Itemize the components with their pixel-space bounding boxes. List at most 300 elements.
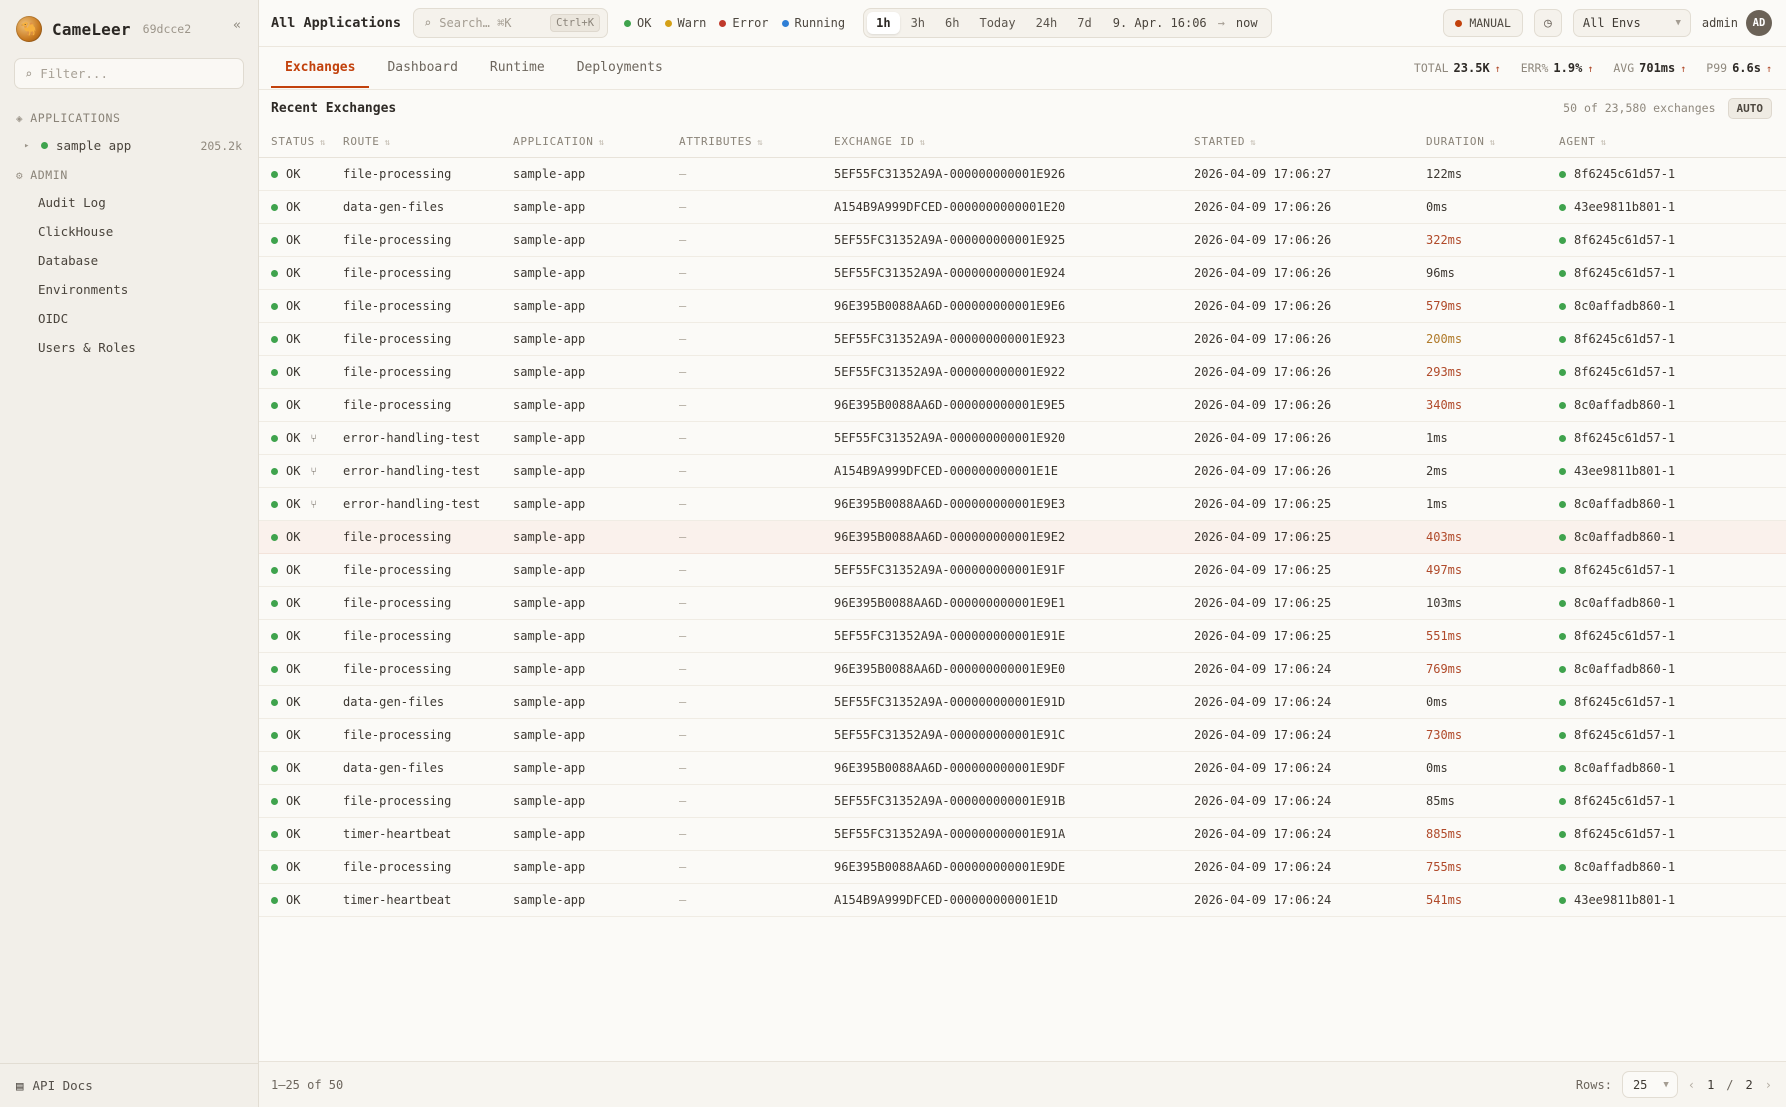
cell-exchange-id: 5EF55FC31352A9A-000000000001E91A bbox=[834, 818, 1194, 851]
cell-started: 2026-04-09 17:06:24 bbox=[1194, 851, 1426, 884]
cell-started: 2026-04-09 17:06:26 bbox=[1194, 257, 1426, 290]
column-label: ROUTE bbox=[343, 135, 380, 148]
cell-application: sample-app bbox=[513, 257, 679, 290]
cell-started: 2026-04-09 17:06:24 bbox=[1194, 884, 1426, 917]
cell-route: file-processing bbox=[343, 224, 513, 257]
cell-status: OK bbox=[259, 191, 343, 224]
table-row[interactable] bbox=[259, 290, 1786, 323]
env-select-value: All Envs bbox=[1582, 16, 1641, 30]
cell-started: 2026-04-09 17:06:24 bbox=[1194, 686, 1426, 719]
cell-duration: 0ms bbox=[1426, 752, 1559, 785]
cell-route: error-handling-test bbox=[343, 422, 513, 455]
tab-dashboard[interactable]: Dashboard bbox=[387, 60, 458, 75]
exchange-count: 50 of 23,580 exchanges bbox=[1563, 101, 1716, 115]
cell-attributes: — bbox=[679, 158, 834, 191]
cell-started: 2026-04-09 17:06:26 bbox=[1194, 422, 1426, 455]
cell-agent: 8f6245c61d57-1 bbox=[1559, 620, 1786, 653]
sidebar-item-label: sample app bbox=[56, 138, 132, 153]
table-row[interactable] bbox=[259, 752, 1786, 785]
cell-application: sample-app bbox=[513, 653, 679, 686]
cell-agent: 43ee9811b801-1 bbox=[1559, 191, 1786, 224]
cell-status: OK bbox=[259, 323, 343, 356]
cell-agent: 8f6245c61d57-1 bbox=[1559, 686, 1786, 719]
cell-started: 2026-04-09 17:06:27 bbox=[1194, 158, 1426, 191]
cell-route: file-processing bbox=[343, 620, 513, 653]
column-header-agent[interactable] bbox=[1559, 126, 1786, 158]
cell-route: error-handling-test bbox=[343, 488, 513, 521]
cell-status: OK bbox=[259, 389, 343, 422]
metric-label: P99 bbox=[1706, 61, 1728, 75]
cell-agent: 8f6245c61d57-1 bbox=[1559, 554, 1786, 587]
cell-route: file-processing bbox=[343, 785, 513, 818]
avatar: AD bbox=[1746, 10, 1772, 36]
chevron-down-icon: ▼ bbox=[1675, 18, 1681, 28]
sort-icon: ⇅ bbox=[757, 138, 764, 148]
metric-label: TOTAL bbox=[1413, 61, 1449, 75]
cell-agent: 43ee9811b801-1 bbox=[1559, 455, 1786, 488]
column-label: ATTRIBUTES bbox=[679, 135, 753, 148]
cell-exchange-id: 5EF55FC31352A9A-000000000001E925 bbox=[834, 224, 1194, 257]
column-header-started[interactable] bbox=[1194, 126, 1426, 158]
exchanges-table[interactable] bbox=[259, 126, 1786, 1061]
sidebar-filter bbox=[0, 56, 258, 103]
chevron-right-icon: ▸ bbox=[24, 140, 30, 151]
cell-duration: 340ms bbox=[1426, 389, 1559, 422]
cell-duration: 322ms bbox=[1426, 224, 1559, 257]
cell-route: file-processing bbox=[343, 554, 513, 587]
cell-attributes: — bbox=[679, 884, 834, 917]
status-dot bbox=[624, 20, 631, 27]
cell-status: OK ⑂ bbox=[259, 422, 343, 455]
table-row[interactable] bbox=[259, 686, 1786, 719]
metric-label: ERR% bbox=[1520, 61, 1549, 75]
cell-attributes: — bbox=[679, 224, 834, 257]
cell-exchange-id: 96E395B0088AA6D-000000000001E9DE bbox=[834, 851, 1194, 884]
column-label: STATUS bbox=[271, 135, 315, 148]
gear-icon: ⚙ bbox=[16, 168, 24, 182]
rows-per-page-value: 25 bbox=[1632, 1077, 1648, 1092]
cell-agent: 8f6245c61d57-1 bbox=[1559, 257, 1786, 290]
table-row[interactable] bbox=[259, 554, 1786, 587]
cell-duration: 885ms bbox=[1426, 818, 1559, 851]
cell-duration: 579ms bbox=[1426, 290, 1559, 323]
auto-refresh-badge[interactable]: AUTO bbox=[1728, 98, 1773, 119]
cell-attributes: — bbox=[679, 851, 834, 884]
table-row[interactable] bbox=[259, 488, 1786, 521]
sidebar-item-sample-app[interactable] bbox=[0, 131, 258, 160]
cell-exchange-id: 5EF55FC31352A9A-000000000001E920 bbox=[834, 422, 1194, 455]
column-header-attributes[interactable] bbox=[679, 126, 834, 158]
cell-status: OK bbox=[259, 554, 343, 587]
cell-exchange-id: 5EF55FC31352A9A-000000000001E923 bbox=[834, 323, 1194, 356]
cube-icon: ◈ bbox=[16, 111, 24, 125]
cell-duration: 755ms bbox=[1426, 851, 1559, 884]
cell-exchange-id: 5EF55FC31352A9A-000000000001E91F bbox=[834, 554, 1194, 587]
chevron-left-icon[interactable]: « bbox=[233, 17, 241, 33]
arrow-right-icon: → bbox=[1217, 16, 1225, 30]
cell-started: 2026-04-09 17:06:24 bbox=[1194, 818, 1426, 851]
cell-exchange-id: A154B9A999DFCED-000000000001E1E bbox=[834, 455, 1194, 488]
column-header-route[interactable] bbox=[343, 126, 513, 158]
sidebar-item-label: Users & Roles bbox=[38, 340, 136, 355]
branch-icon: ⑂ bbox=[310, 464, 318, 478]
cell-started: 2026-04-09 17:06:26 bbox=[1194, 389, 1426, 422]
cell-application: sample-app bbox=[513, 389, 679, 422]
cell-status: OK bbox=[259, 884, 343, 917]
table-row[interactable] bbox=[259, 257, 1786, 290]
cell-started: 2026-04-09 17:06:24 bbox=[1194, 752, 1426, 785]
table-row[interactable] bbox=[259, 521, 1786, 554]
status-chip-label: Running bbox=[794, 16, 846, 30]
column-header-duration[interactable] bbox=[1426, 126, 1559, 158]
cell-exchange-id: 5EF55FC31352A9A-000000000001E91D bbox=[834, 686, 1194, 719]
cell-route: file-processing bbox=[343, 323, 513, 356]
cell-duration: 103ms bbox=[1426, 587, 1559, 620]
cell-application: sample-app bbox=[513, 224, 679, 257]
cell-route: file-processing bbox=[343, 290, 513, 323]
cell-attributes: — bbox=[679, 389, 834, 422]
cell-exchange-id: 96E395B0088AA6D-000000000001E9E1 bbox=[834, 587, 1194, 620]
toolbar-right bbox=[1443, 9, 1772, 37]
cell-status: OK bbox=[259, 290, 343, 323]
cell-exchange-id: 5EF55FC31352A9A-000000000001E926 bbox=[834, 158, 1194, 191]
book-icon: ▤ bbox=[16, 1078, 24, 1093]
recent-exchanges-bar bbox=[259, 90, 1786, 126]
table-row[interactable] bbox=[259, 884, 1786, 917]
cell-application: sample-app bbox=[513, 422, 679, 455]
table-row[interactable] bbox=[259, 719, 1786, 752]
brand[interactable] bbox=[0, 0, 258, 56]
trend-up-icon: ↑ bbox=[1494, 64, 1501, 75]
cell-agent: 8f6245c61d57-1 bbox=[1559, 224, 1786, 257]
cell-status: OK bbox=[259, 686, 343, 719]
cell-attributes: — bbox=[679, 422, 834, 455]
cell-route: file-processing bbox=[343, 587, 513, 620]
status-chip-error[interactable] bbox=[719, 16, 768, 30]
page-current: 1 bbox=[1707, 1077, 1715, 1092]
search-input[interactable] bbox=[413, 8, 608, 38]
range-button-24h[interactable]: 24h bbox=[1035, 16, 1058, 30]
table-header-row bbox=[259, 126, 1786, 158]
table-row[interactable] bbox=[259, 785, 1786, 818]
cell-started: 2026-04-09 17:06:26 bbox=[1194, 191, 1426, 224]
manual-label: MANUAL bbox=[1469, 16, 1511, 30]
cell-agent: 8f6245c61d57-1 bbox=[1559, 785, 1786, 818]
sidebar-item-environments[interactable] bbox=[0, 275, 258, 304]
search-icon: ⌕ bbox=[424, 16, 432, 30]
cell-route: file-processing bbox=[343, 389, 513, 422]
cell-route: file-processing bbox=[343, 851, 513, 884]
column-header-status[interactable] bbox=[259, 126, 343, 158]
branch-icon: ⑂ bbox=[310, 431, 318, 445]
cell-agent: 8f6245c61d57-1 bbox=[1559, 719, 1786, 752]
sidebar-item-label: Audit Log bbox=[38, 195, 106, 210]
sort-icon: ⇅ bbox=[598, 138, 605, 148]
table-row[interactable] bbox=[259, 224, 1786, 257]
table-row[interactable] bbox=[259, 191, 1786, 224]
cell-status: OK bbox=[259, 587, 343, 620]
table-body bbox=[259, 158, 1786, 917]
cell-agent: 43ee9811b801-1 bbox=[1559, 884, 1786, 917]
cell-started: 2026-04-09 17:06:24 bbox=[1194, 785, 1426, 818]
sidebar-item-clickhouse[interactable] bbox=[0, 217, 258, 246]
api-docs-label: API Docs bbox=[32, 1078, 93, 1093]
cell-attributes: — bbox=[679, 785, 834, 818]
cell-attributes: — bbox=[679, 752, 834, 785]
rows-label: Rows: bbox=[1575, 1077, 1612, 1092]
sidebar-item-audit-log[interactable] bbox=[0, 188, 258, 217]
table-row[interactable] bbox=[259, 587, 1786, 620]
applications-section-header bbox=[0, 103, 258, 131]
cell-exchange-id: 96E395B0088AA6D-000000000001E9E5 bbox=[834, 389, 1194, 422]
trend-up-icon: ↑ bbox=[1765, 64, 1772, 75]
cell-duration: 541ms bbox=[1426, 884, 1559, 917]
range-to: now bbox=[1235, 16, 1258, 30]
manual-refresh-toggle[interactable] bbox=[1443, 9, 1523, 37]
cell-route: error-handling-test bbox=[343, 455, 513, 488]
column-label: DURATION bbox=[1426, 135, 1485, 148]
sort-icon: ⇅ bbox=[1489, 138, 1496, 148]
metric-p99 bbox=[1706, 61, 1772, 75]
range-button-7d[interactable]: 7d bbox=[1077, 16, 1092, 30]
rows-per-page-select[interactable] bbox=[1622, 1071, 1678, 1098]
cell-exchange-id: 5EF55FC31352A9A-000000000001E91E bbox=[834, 620, 1194, 653]
range-button-1h[interactable]: 1h bbox=[867, 12, 899, 34]
status-chip-warn[interactable] bbox=[665, 16, 707, 30]
table-row[interactable] bbox=[259, 455, 1786, 488]
sidebar bbox=[0, 0, 259, 1107]
cell-duration: 200ms bbox=[1426, 323, 1559, 356]
table-row[interactable] bbox=[259, 851, 1786, 884]
table-row[interactable] bbox=[259, 818, 1786, 851]
metric-value: 701ms bbox=[1639, 61, 1676, 75]
tab-exchanges[interactable]: Exchanges bbox=[271, 48, 369, 88]
trend-up-icon: ↑ bbox=[1587, 64, 1594, 75]
cell-attributes: — bbox=[679, 554, 834, 587]
env-select[interactable] bbox=[1573, 9, 1691, 37]
table-row[interactable] bbox=[259, 389, 1786, 422]
table-row[interactable] bbox=[259, 620, 1786, 653]
cell-status: OK bbox=[259, 356, 343, 389]
page-total: 2 bbox=[1745, 1077, 1753, 1092]
cell-status: OK bbox=[259, 521, 343, 554]
status-chip-ok[interactable] bbox=[624, 16, 651, 30]
cell-attributes: — bbox=[679, 323, 834, 356]
api-docs-link[interactable] bbox=[0, 1063, 258, 1107]
cell-duration: 730ms bbox=[1426, 719, 1559, 752]
cell-duration: 0ms bbox=[1426, 686, 1559, 719]
cell-application: sample-app bbox=[513, 752, 679, 785]
trend-up-icon: ↑ bbox=[1680, 64, 1687, 75]
table-row[interactable] bbox=[259, 422, 1786, 455]
chevron-down-icon: ▼ bbox=[1663, 1079, 1669, 1090]
cell-agent: 8c0affadb860-1 bbox=[1559, 653, 1786, 686]
tab-deployments[interactable]: Deployments bbox=[576, 60, 663, 75]
table-row[interactable] bbox=[259, 158, 1786, 191]
status-dot bbox=[41, 142, 48, 149]
cell-route: file-processing bbox=[343, 257, 513, 290]
search-shortcut-badge: Ctrl+K bbox=[550, 14, 600, 32]
cell-application: sample-app bbox=[513, 686, 679, 719]
status-chip-running[interactable] bbox=[782, 16, 846, 30]
range-button-6h[interactable]: 6h bbox=[945, 16, 960, 30]
app-scope-label[interactable]: All Applications bbox=[271, 15, 402, 31]
cell-exchange-id: 5EF55FC31352A9A-000000000001E922 bbox=[834, 356, 1194, 389]
range-button-3h[interactable]: 3h bbox=[910, 16, 926, 30]
cell-route: file-processing bbox=[343, 719, 513, 752]
cell-duration: 1ms bbox=[1426, 488, 1559, 521]
top-toolbar bbox=[259, 0, 1786, 47]
cell-exchange-id: 96E395B0088AA6D-000000000001E9E2 bbox=[834, 521, 1194, 554]
cell-attributes: — bbox=[679, 818, 834, 851]
cell-agent: 8f6245c61d57-1 bbox=[1559, 158, 1786, 191]
cell-status: OK ⑂ bbox=[259, 455, 343, 488]
metric-error-rate bbox=[1521, 61, 1594, 75]
cell-exchange-id: 96E395B0088AA6D-000000000001E9E0 bbox=[834, 653, 1194, 686]
cell-duration: 293ms bbox=[1426, 356, 1559, 389]
branch-icon: ⑂ bbox=[310, 497, 318, 511]
cell-attributes: — bbox=[679, 686, 834, 719]
user-menu[interactable] bbox=[1702, 10, 1772, 36]
tab-runtime[interactable]: Runtime bbox=[489, 60, 545, 75]
column-header-exchange-id[interactable] bbox=[834, 126, 1194, 158]
metric-avg bbox=[1613, 61, 1686, 75]
metric-value: 1.9% bbox=[1553, 61, 1583, 75]
cell-application: sample-app bbox=[513, 818, 679, 851]
cell-status: OK bbox=[259, 653, 343, 686]
refresh-clock-icon[interactable]: ◷ bbox=[1534, 9, 1562, 37]
sidebar-item-users-roles[interactable] bbox=[0, 333, 258, 362]
main-content bbox=[259, 0, 1786, 1107]
page-separator: / bbox=[1726, 1077, 1734, 1092]
cell-route: file-processing bbox=[343, 356, 513, 389]
cell-agent: 8f6245c61d57-1 bbox=[1559, 323, 1786, 356]
cell-started: 2026-04-09 17:06:26 bbox=[1194, 290, 1426, 323]
cell-status: OK bbox=[259, 158, 343, 191]
column-header-application[interactable] bbox=[513, 126, 679, 158]
next-page-button[interactable]: › bbox=[1764, 1077, 1772, 1092]
cell-attributes: — bbox=[679, 356, 834, 389]
cell-status: OK ⑂ bbox=[259, 488, 343, 521]
cell-application: sample-app bbox=[513, 191, 679, 224]
cell-exchange-id: 96E395B0088AA6D-000000000001E9DF bbox=[834, 752, 1194, 785]
range-summary: 1–25 of 50 bbox=[271, 1077, 344, 1092]
column-label: EXCHANGE ID bbox=[834, 135, 915, 148]
column-label: APPLICATION bbox=[513, 135, 594, 148]
brand-commit-hash: 69dcce2 bbox=[142, 22, 192, 36]
cell-started: 2026-04-09 17:06:25 bbox=[1194, 620, 1426, 653]
cell-route: data-gen-files bbox=[343, 752, 513, 785]
cell-started: 2026-04-09 17:06:25 bbox=[1194, 488, 1426, 521]
cell-started: 2026-04-09 17:06:24 bbox=[1194, 653, 1426, 686]
table-row[interactable] bbox=[259, 653, 1786, 686]
prev-page-button[interactable]: ‹ bbox=[1687, 1077, 1696, 1092]
cell-agent: 8c0affadb860-1 bbox=[1559, 521, 1786, 554]
cell-started: 2026-04-09 17:06:25 bbox=[1194, 554, 1426, 587]
brand-name: CameLeer bbox=[52, 19, 131, 39]
time-range-group bbox=[863, 8, 1271, 38]
cell-agent: 8c0affadb860-1 bbox=[1559, 389, 1786, 422]
admin-section-header bbox=[0, 160, 258, 188]
cell-status: OK bbox=[259, 257, 343, 290]
cell-route: timer-heartbeat bbox=[343, 818, 513, 851]
cell-agent: 8c0affadb860-1 bbox=[1559, 752, 1786, 785]
sort-icon: ⇅ bbox=[1250, 138, 1257, 148]
cell-application: sample-app bbox=[513, 851, 679, 884]
cell-attributes: — bbox=[679, 191, 834, 224]
cell-started: 2026-04-09 17:06:26 bbox=[1194, 323, 1426, 356]
cell-attributes: — bbox=[679, 257, 834, 290]
admin-label: ADMIN bbox=[30, 168, 68, 182]
search-placeholder: Search… ⌘K bbox=[439, 16, 512, 30]
sort-icon: ⇅ bbox=[384, 138, 391, 148]
metrics-summary bbox=[1414, 61, 1772, 75]
cell-started: 2026-04-09 17:06:26 bbox=[1194, 455, 1426, 488]
camel-logo-icon: 🐪 bbox=[16, 16, 42, 42]
cell-duration: 403ms bbox=[1426, 521, 1559, 554]
sidebar-item-label: ClickHouse bbox=[38, 224, 114, 239]
cell-application: sample-app bbox=[513, 620, 679, 653]
cell-application: sample-app bbox=[513, 884, 679, 917]
cell-agent: 8f6245c61d57-1 bbox=[1559, 422, 1786, 455]
cell-exchange-id: 5EF55FC31352A9A-000000000001E924 bbox=[834, 257, 1194, 290]
cell-application: sample-app bbox=[513, 785, 679, 818]
status-dot bbox=[782, 20, 789, 27]
cell-application: sample-app bbox=[513, 158, 679, 191]
page-title: Recent Exchanges bbox=[271, 100, 397, 116]
cell-started: 2026-04-09 17:06:25 bbox=[1194, 521, 1426, 554]
user-name: admin bbox=[1701, 16, 1738, 30]
status-dot bbox=[719, 20, 726, 27]
metric-total bbox=[1414, 61, 1501, 75]
cell-exchange-id: 96E395B0088AA6D-000000000001E9E6 bbox=[834, 290, 1194, 323]
cell-attributes: — bbox=[679, 488, 834, 521]
sidebar-item-count: 205.2k bbox=[200, 138, 242, 153]
cell-application: sample-app bbox=[513, 521, 679, 554]
table-row[interactable] bbox=[259, 356, 1786, 389]
range-button-today[interactable]: Today bbox=[979, 16, 1016, 30]
cell-exchange-id: A154B9A999DFCED-000000000001E1D bbox=[834, 884, 1194, 917]
filter-input[interactable] bbox=[40, 66, 233, 81]
cell-status: OK bbox=[259, 851, 343, 884]
sidebar-item-database[interactable] bbox=[0, 246, 258, 275]
cell-agent: 8c0affadb860-1 bbox=[1559, 488, 1786, 521]
cell-duration: 551ms bbox=[1426, 620, 1559, 653]
cell-started: 2026-04-09 17:06:26 bbox=[1194, 224, 1426, 257]
status-filter-chips bbox=[624, 16, 845, 30]
cell-route: data-gen-files bbox=[343, 191, 513, 224]
cell-exchange-id: 5EF55FC31352A9A-000000000001E91B bbox=[834, 785, 1194, 818]
sidebar-item-label: OIDC bbox=[38, 311, 69, 326]
sidebar-item-oidc[interactable] bbox=[0, 304, 258, 333]
cell-attributes: — bbox=[679, 620, 834, 653]
sort-icon: ⇅ bbox=[319, 138, 327, 148]
cell-status: OK bbox=[259, 818, 343, 851]
applications-label: APPLICATIONS bbox=[30, 111, 121, 125]
range-from: 9. Apr. 16:06 bbox=[1112, 16, 1207, 30]
cell-application: sample-app bbox=[513, 554, 679, 587]
cell-application: sample-app bbox=[513, 356, 679, 389]
status-chip-label: OK bbox=[637, 16, 652, 30]
range-readout[interactable] bbox=[1103, 12, 1268, 34]
table-row[interactable] bbox=[259, 323, 1786, 356]
sort-icon: ⇅ bbox=[1600, 138, 1607, 148]
cell-status: OK bbox=[259, 752, 343, 785]
cell-route: file-processing bbox=[343, 653, 513, 686]
metric-label: AVG bbox=[1613, 61, 1635, 75]
cell-agent: 8c0affadb860-1 bbox=[1559, 587, 1786, 620]
cell-application: sample-app bbox=[513, 719, 679, 752]
